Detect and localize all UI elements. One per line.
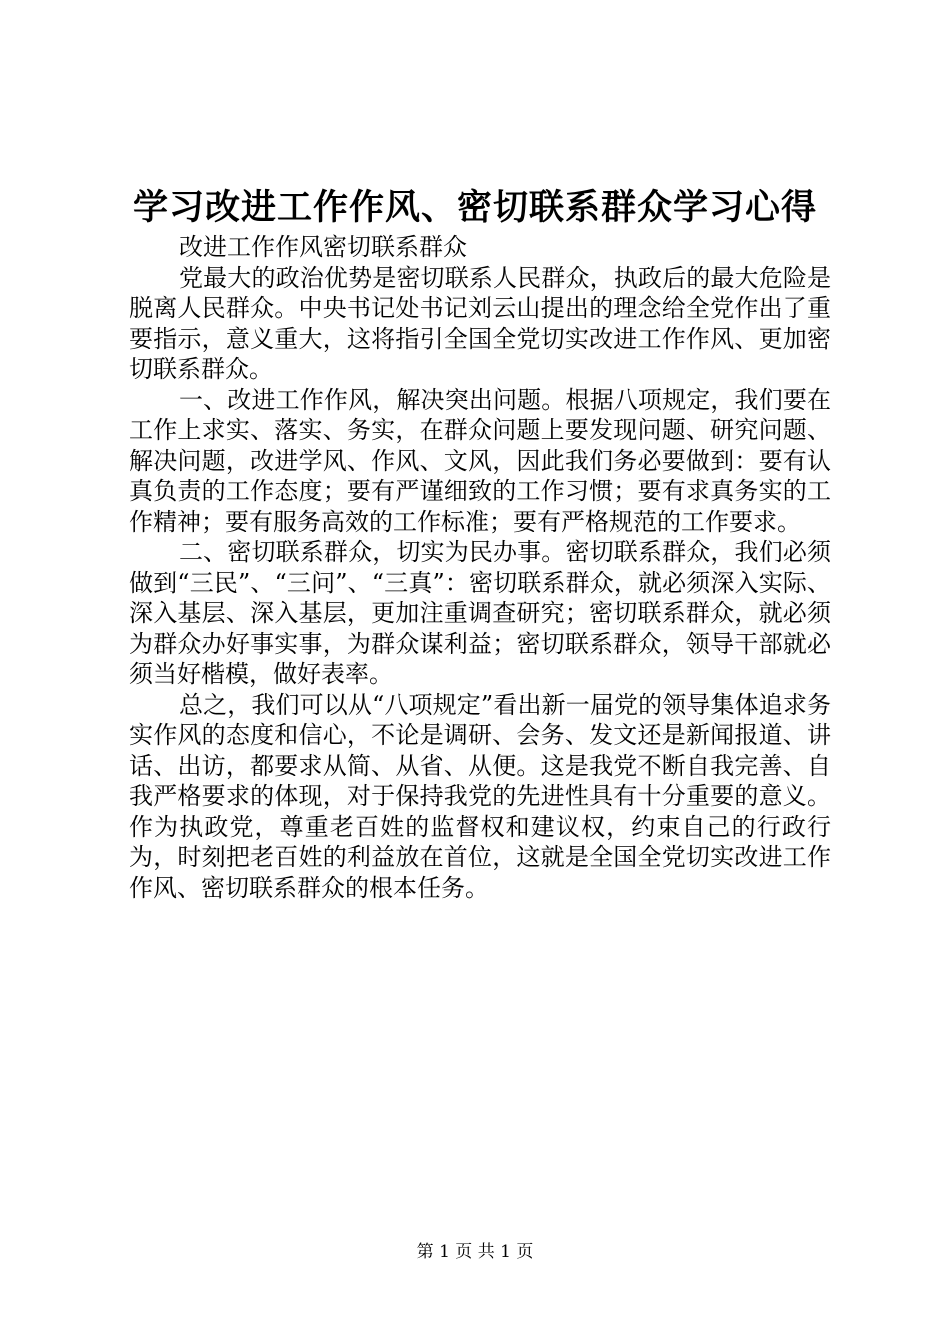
body-paragraph: 二、密切联系群众，切实为民办事。密切联系群众，我们必须做到“三民”、“三问”、“三真”：密切联系群众，就必须深入实际、深入基层、深入基层，更加注重调查研究；密切联系群众，就必须为群众办好事实事，为群众谋利益；密切联系群众，领导干部就必须当好楷模，做好表率。 xyxy=(129,538,831,688)
document-title: 学习改进工作作风、密切联系群众学习心得 xyxy=(132,187,817,228)
page-number-footer: 第 1 页 共 1 页 xyxy=(416,1242,534,1262)
document-body xyxy=(129,232,831,903)
body-paragraph: 一、改进工作作风，解决突出问题。根据八项规定，我们要在工作上求实、落实、务实，在群众问题上要发现问题、研究问题、解决问题，改进学风、作风、文风，因此我们务必要做到：要有认真负责的工作态度；要有严谨细致的工作习惯；要有求真务实的工作精神；要有服务高效的工作标准；要有严格规范的工作要求。 xyxy=(129,385,831,536)
body-paragraph: 党最大的政治优势是密切联系人民群众，执政后的最大危险是脱离人民群众。中央书记处书记刘云山提出的理念给全党作出了重要指示，意义重大，这将指引全国全党切实改进工作作风、更加密切联系群众。 xyxy=(129,263,831,383)
subtitle-paragraph: 改进工作作风密切联系群众 xyxy=(179,233,467,261)
body-paragraph: 总之，我们可以从“八项规定”看出新一届党的领导集体追求务实作风的态度和信心，不论是调研、会务、发文还是新闻报道、讲话、出访，都要求从简、从省、从便。这是我党不断自我完善、自我严格要求的体现，对于保持我党的先进性具有十分重要的意义。作为执政党，尊重老百姓的监督权和建议权，约束自己的行政行为，时刻把老百姓的利益放在首位，这就是全国全党切实改进工作作风、密切联系群众的根本任务。 xyxy=(129,690,831,902)
